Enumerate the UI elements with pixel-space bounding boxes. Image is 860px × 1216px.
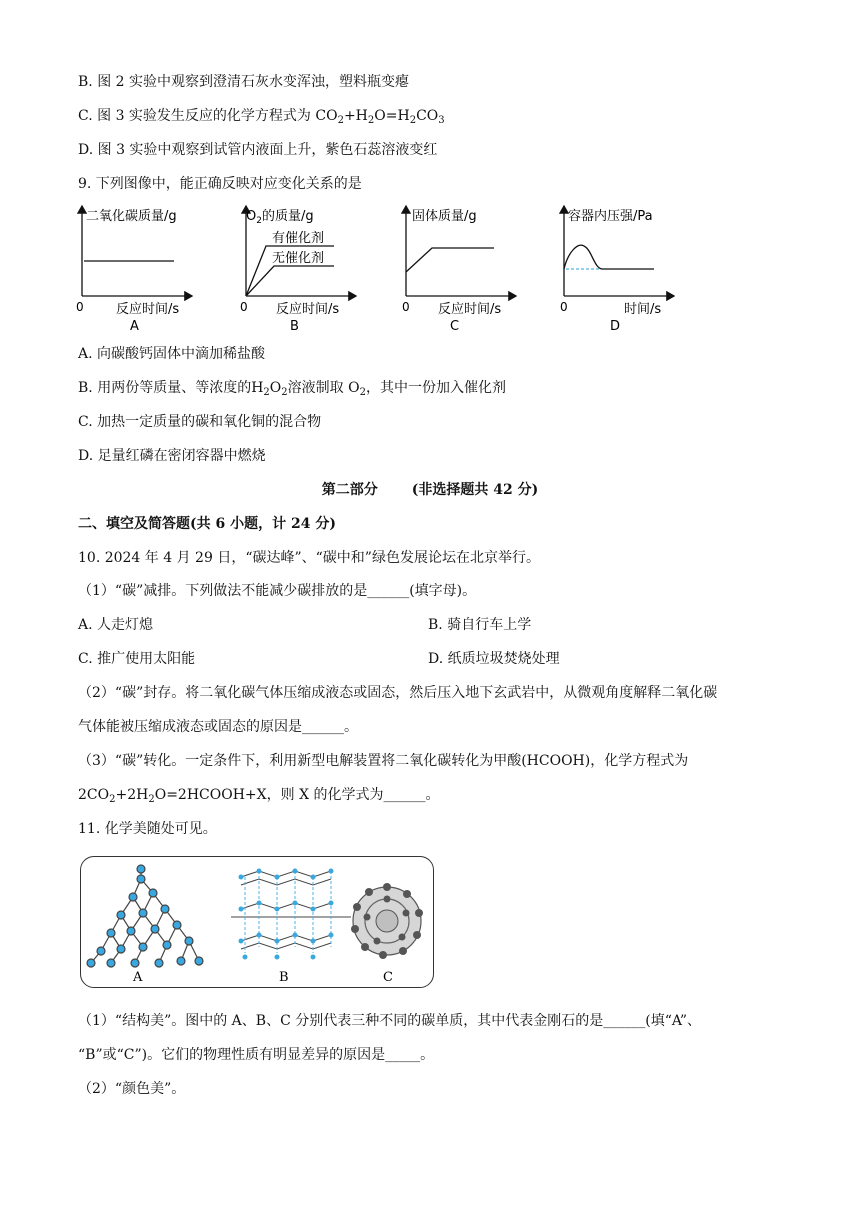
graph-b-curve-no-catalyst bbox=[246, 266, 334, 296]
q10-part3-line2: $2CO_2+2H_2O=2HCOOH+X$，则 X 的化学式为______。 bbox=[78, 787, 440, 805]
q10-stem: 10. 2024 年 4 月 29 日，“碳达峰”、“碳中和”绿色发展论坛在北京举行。 bbox=[78, 550, 540, 566]
carbon-allotropes-figure bbox=[80, 856, 434, 988]
graph-b-letter: B bbox=[290, 319, 299, 334]
graph-b bbox=[234, 200, 364, 339]
q10-option-c: C. 推广使用太阳能 bbox=[78, 651, 196, 667]
graph-d bbox=[552, 200, 682, 339]
diamond-structure-image bbox=[87, 865, 203, 967]
q10-option-d: D. 纸质垃圾焚烧处理 bbox=[428, 651, 560, 667]
q10-option-b: B. 骑自行车上学 bbox=[428, 617, 532, 633]
q10-option-a: A. 人走灯熄 bbox=[78, 617, 154, 633]
graph-b-label-no-catalyst: 无催化剂 bbox=[272, 251, 325, 266]
q10-part3-line1: （3）“碳”转化。一定条件下，利用新型电解装置将二氧化碳转化为甲酸(HCOOH)，化学方程式为 bbox=[78, 753, 689, 769]
graphite-structure-image bbox=[231, 869, 351, 960]
q10-part1: （1）“碳”减排。下列做法不能减少碳排放的是______(填字母)。 bbox=[78, 583, 477, 599]
graph-d-xlabel: 时间/s bbox=[624, 302, 662, 317]
graph-a-xlabel: 反应时间/s bbox=[116, 302, 180, 317]
q11-part1-line2: “B”或“C”)。它们的物理性质有明显差异的原因是_____。 bbox=[78, 1047, 435, 1063]
graph-a-ylabel: 二氧化碳质量/g bbox=[86, 209, 177, 224]
graph-d-curve bbox=[564, 245, 654, 269]
q8-option-c: C. 图 3 实验发生反应的化学方程式为 $CO_2+H_2O=H_2CO_3$ bbox=[78, 108, 445, 126]
graph-c bbox=[394, 200, 524, 339]
graph-c-xlabel: 反应时间/s bbox=[438, 302, 502, 317]
graph-d-origin: 0 bbox=[560, 300, 568, 314]
q8-option-b: B. 图 2 实验中观察到澄清石灰水变浑浊，塑料瓶变瘪 bbox=[78, 74, 409, 90]
graph-b-xlabel: 反应时间/s bbox=[276, 302, 340, 317]
graph-d-letter: D bbox=[610, 319, 621, 334]
figure-label-c: C bbox=[383, 970, 393, 985]
q10-part2-line1: （2）“碳”封存。将二氧化碳气体压缩成液态或固态，然后压入地下玄武岩中，从微观角度解释二氧化碳 bbox=[78, 685, 718, 701]
graph-c-origin: 0 bbox=[402, 300, 410, 314]
q8-option-d: D. 图 3 实验中观察到试管内液面上升，紫色石蕊溶液变红 bbox=[78, 142, 438, 158]
graph-d-ylabel: 容器内压强/Pa bbox=[568, 209, 653, 224]
graph-b-label-catalyst: 有催化剂 bbox=[272, 231, 325, 246]
graph-b-origin: 0 bbox=[240, 300, 248, 314]
figure-label-a: A bbox=[133, 970, 143, 985]
q9-option-d: D. 足量红磷在密闭容器中燃烧 bbox=[78, 448, 266, 464]
q9-option-c: C. 加热一定质量的碳和氧化铜的混合物 bbox=[78, 414, 322, 430]
figure-label-b: B bbox=[279, 970, 289, 985]
graph-b-ylabel: $O_2$的质量/g bbox=[246, 209, 314, 226]
q9-option-a: A. 向碳酸钙固体中滴加稀盐酸 bbox=[78, 346, 266, 362]
q11-part1-line1: （1）“结构美”。图中的 A、B、C 分别代表三种不同的碳单质，其中代表金刚石的是______(填“A”、 bbox=[78, 1013, 702, 1029]
q11-stem: 11. 化学美随处可见。 bbox=[78, 821, 217, 837]
graph-a bbox=[70, 200, 200, 339]
graph-a-letter: A bbox=[130, 319, 139, 334]
fullerene-structure-image bbox=[351, 883, 423, 959]
graph-a-origin: 0 bbox=[76, 300, 84, 314]
graph-c-letter: C bbox=[450, 319, 460, 334]
part2-title: 第二部分 (非选择题共 42 分) bbox=[321, 482, 539, 498]
graph-c-curve bbox=[406, 248, 494, 272]
q9-option-b: B. 用两份等质量、等浓度的$H_2O_2$溶液制取 $O_2$，其中一份加入催化剂 bbox=[78, 380, 506, 398]
q11-part2: （2）“颜色美”。 bbox=[78, 1081, 186, 1097]
q9-stem: 9. 下列图像中，能正确反映对应变化关系的是 bbox=[78, 176, 362, 192]
graph-c-ylabel: 固体质量/g bbox=[412, 209, 477, 224]
q10-part2-line2: 气体能被压缩成液态或固态的原因是______。 bbox=[78, 719, 358, 735]
section2-heading: 二、填空及简答题(共 6 小题，计 24 分) bbox=[78, 516, 336, 532]
